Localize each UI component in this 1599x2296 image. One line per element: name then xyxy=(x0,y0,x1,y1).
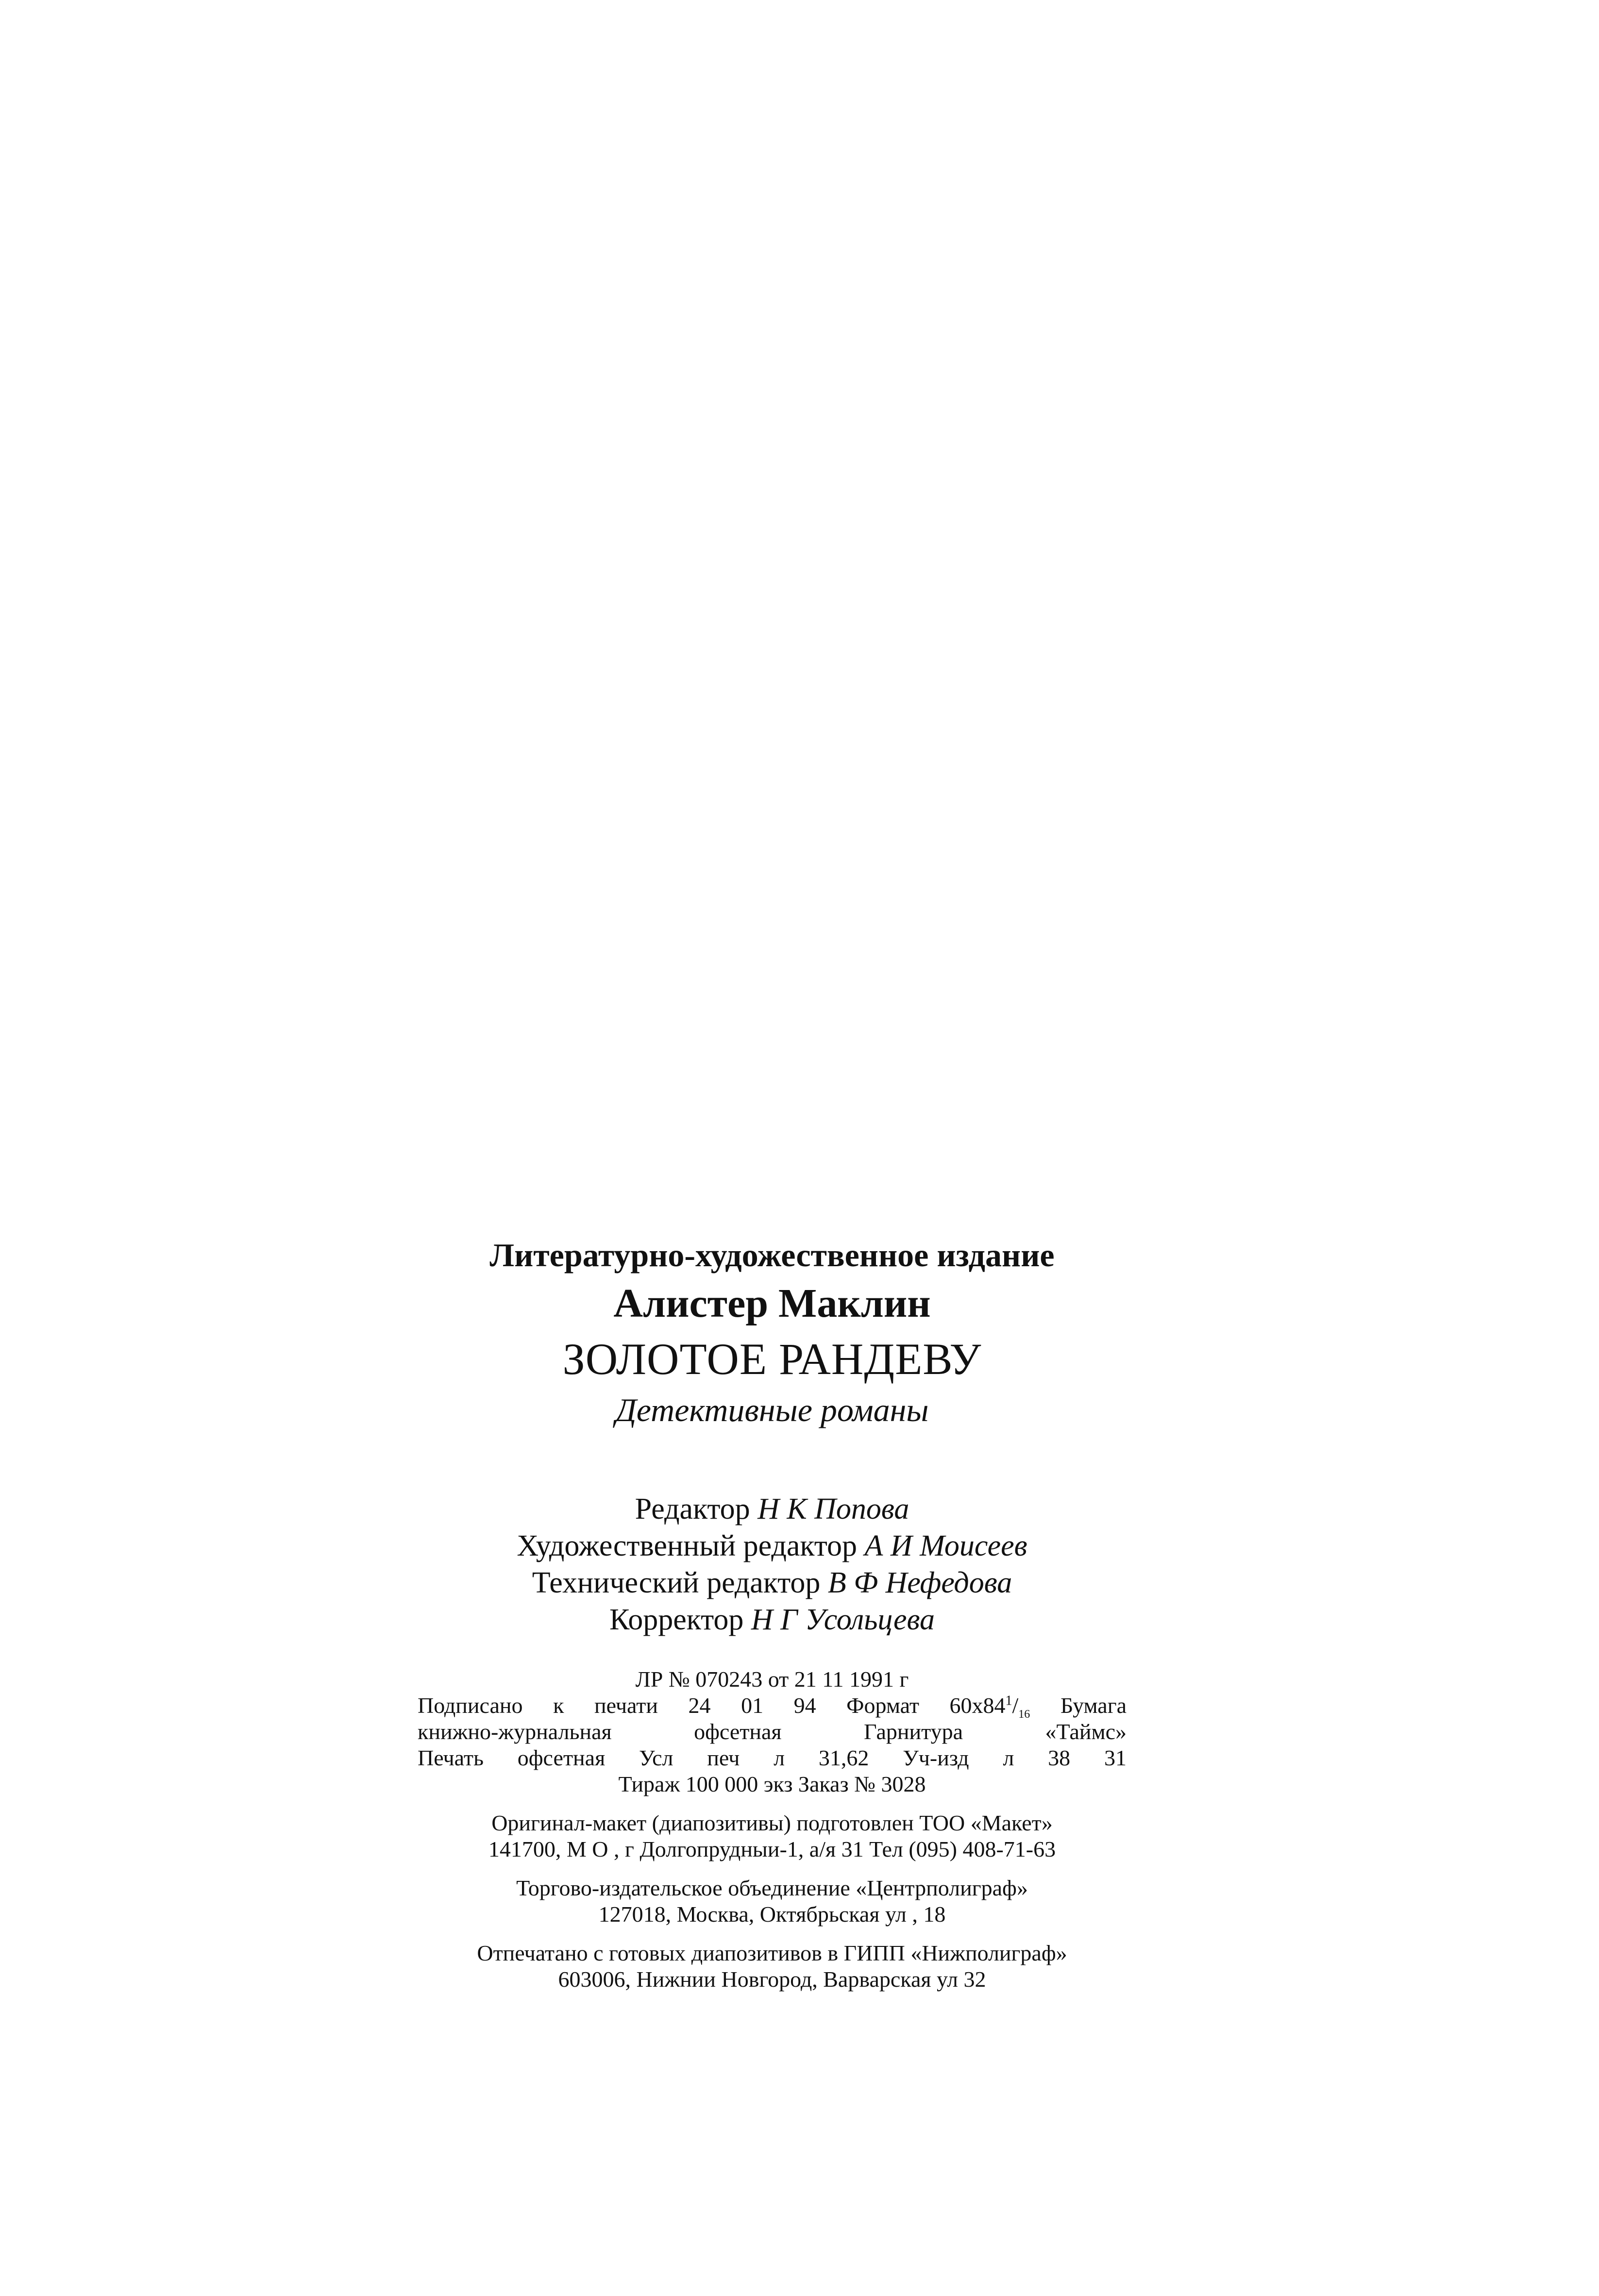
staff-credits xyxy=(418,1491,1127,1638)
staff-role: Художественный редактор xyxy=(517,1529,857,1562)
paper-label: Бумага xyxy=(1060,1693,1127,1718)
staff-person: В Ф Нефедова xyxy=(827,1566,1012,1599)
book-title: ЗОЛОТОЕ РАНДЕВУ xyxy=(562,1334,982,1384)
staff-art-editor xyxy=(418,1527,1127,1564)
staff-role: Редактор xyxy=(635,1492,750,1525)
printer-info xyxy=(418,1940,1127,1993)
printer-address: 603006, Нижнии Новгород, Варварская ул 32 xyxy=(558,1967,986,1992)
print-info xyxy=(418,1666,1127,1797)
publisher-info xyxy=(418,1875,1127,1927)
publisher-address: 127018, Москва, Октябрьская ул , 18 xyxy=(598,1902,946,1927)
staff-tech-editor xyxy=(418,1564,1127,1601)
staff-proofreader xyxy=(418,1601,1127,1638)
paper-line: книжно-журнальная офсетная Гарнитура «Таймс» xyxy=(418,1719,1127,1744)
print-type-line: Печать офсетная Усл печ л 31,62 Уч-изд л 38 31 xyxy=(418,1745,1127,1770)
staff-person: Н К Попова xyxy=(757,1492,909,1525)
staff-role: Корректор xyxy=(609,1603,744,1636)
signed-line xyxy=(418,1693,1127,1719)
layout-prep-line: Оригинал-макет (диапозитивы) подготовлен ТОО «Макет» xyxy=(491,1810,1053,1835)
imprint-page xyxy=(418,1233,1127,1993)
staff-person: Н Г Усольцева xyxy=(751,1603,935,1636)
signed-text: Подписано к печати 24 01 94 Формат 60х84 xyxy=(418,1693,1006,1718)
author-name: Алистер Маклин xyxy=(613,1281,931,1326)
genre: Детективные романы xyxy=(615,1391,929,1428)
staff-person: А И Моисеев xyxy=(864,1529,1027,1562)
format-fraction-denominator: 16 xyxy=(1018,1708,1030,1721)
layout-prep-info xyxy=(418,1810,1127,1862)
printer-name: Отпечатано с готовых диапозитивов в ГИПП «Нижполиграф» xyxy=(477,1941,1067,1965)
staff-role: Технический редактор xyxy=(532,1566,821,1599)
staff-editor xyxy=(418,1491,1127,1527)
license-line: ЛР № 070243 от 21 11 1991 г xyxy=(635,1667,909,1692)
layout-prep-address: 141700, М О , г Долгопрудныи-1, а/я 31 Тел (095) 408-71-63 xyxy=(488,1837,1056,1861)
edition-type: Литературно-художественное издание xyxy=(489,1237,1055,1274)
format-fraction-slash: / xyxy=(1012,1693,1019,1718)
publisher-name: Торгово-издательское объединение «Центрполиграф» xyxy=(516,1876,1028,1900)
run-line: Тираж 100 000 экз Заказ № 3028 xyxy=(618,1772,926,1796)
technical-info xyxy=(418,1666,1127,1993)
format-fraction-numerator: 1 xyxy=(1005,1693,1012,1709)
